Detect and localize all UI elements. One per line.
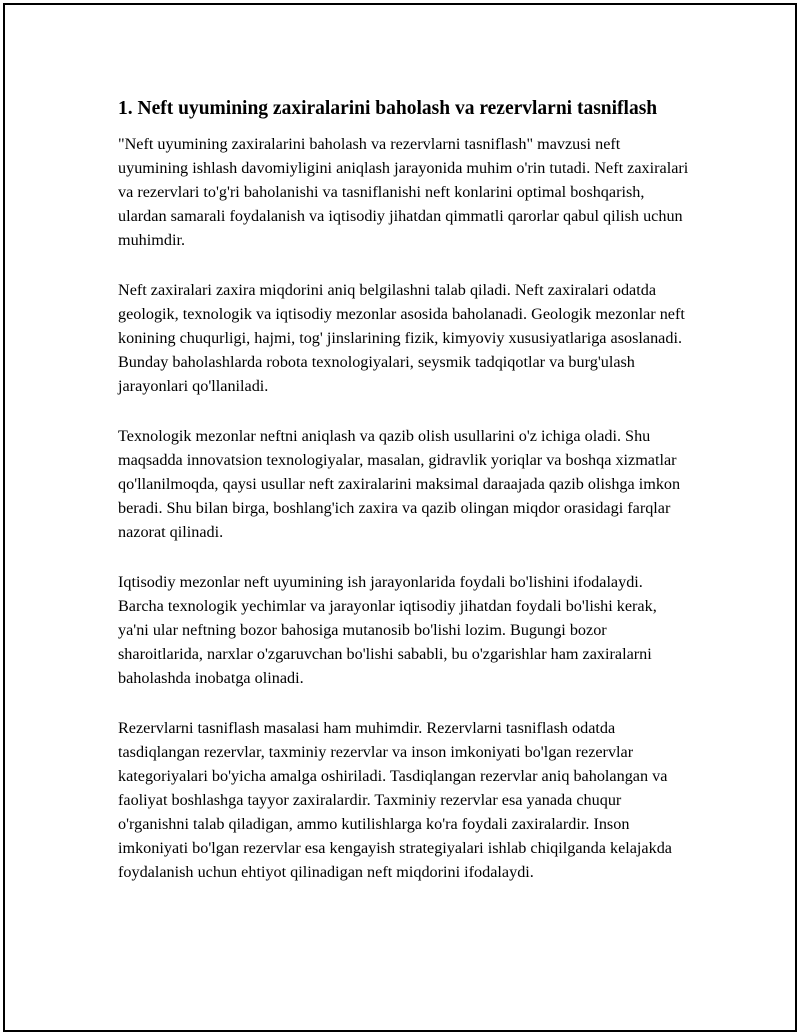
paragraph-reserve-classification: Rezervlarni tasniflash masalasi ham muhimdir. Rezervlarni tasniflash odatda tasdiqlangan rezervlar, taxminiy rezervlar va inson imkoniyati bo'lgan rezervlar kategoriyalari bo'yicha amalga oshiriladi. Tasdiqlangan rezervlar aniq baholangan va faoliyat boshlashga tayyor zaxiralardir. Taxminiy rezervlar esa yanada chuqur o'rganishni talab qiladigan, ammo kutilishlarga ko'ra foydali zaxiralardir. Inson imkoniyati bo'lgan rezervlar esa kengayish strategiyalari ishlab chiqilganda kelajakda foydalanish uchun ehtiyot qilinadigan neft miqdorini ifodalaydi.: [118, 719, 672, 881]
paragraph-economic-criteria: Iqtisodiy mezonlar neft uyumining ish jarayonlarida foydali bo'lishini ifodalaydi. Barcha texnologik yechimlar va jarayonlar iqtisodiy jihatdan foydali bo'lishi kerak, ya'ni ular neftning bozor bahosiga mutanosib bo'lishi lozim. Bugungi bozor sharoitlarida, narxlar o'zgaruvchan bo'lishi sababli, bu o'zgarishlar ham zaxiralarni baholashda inobatga olinadi.: [118, 573, 657, 687]
document-body: [118, 96, 690, 884]
section-heading: 1. Neft uyumining zaxiralarini baholash va rezervlarni tasniflash: [118, 98, 658, 119]
paragraph-reserves: Neft zaxiralari zaxira miqdorini aniq belgilashni talab qiladi. Neft zaxiralari odatda geologik, texnologik va iqtisodiy mezonlar asosida baholanadi. Geologik mezonlar neft konining chuqurligi, hajmi, tog' jinslarining fizik, kimyoviy xususiyatlariga asoslanadi. Bunday baholashlarda robota texnologiyalari, seysmik tadqiqotlar va burg'ulash jarayonlari qo'llaniladi.: [118, 281, 685, 395]
paragraph-intro: "Neft uyumining zaxiralarini baholash va rezervlarni tasniflash" mavzusi neft uyumining ishlash davomiyligini aniqlash jarayonida muhim o'rin tutadi. Neft zaxiralari va rezervlari to'g'ri baholanishi va tasniflanishi neft konlarini optimal boshqarish, ulardan samarali foydalanish va iqtisodiy jihatdan qimmatli qarorlar qabul qilish uchun muhimdir.: [118, 135, 689, 249]
paragraph-technological-criteria: Texnologik mezonlar neftni aniqlash va qazib olish usullarini o'z ichiga oladi. Shu maqsadda innovatsion texnologiyalar, masalan, gidravlik yoriqlar va boshqa xizmatlar qo'llanilmoqda, qaysi usullar neft zaxiralarini maksimal daraajada qazib olishga imkon beradi. Shu bilan birga, boshlang'ich zaxira va qazib olingan miqdor orasidagi farqlar nazorat qilinadi.: [118, 427, 681, 541]
